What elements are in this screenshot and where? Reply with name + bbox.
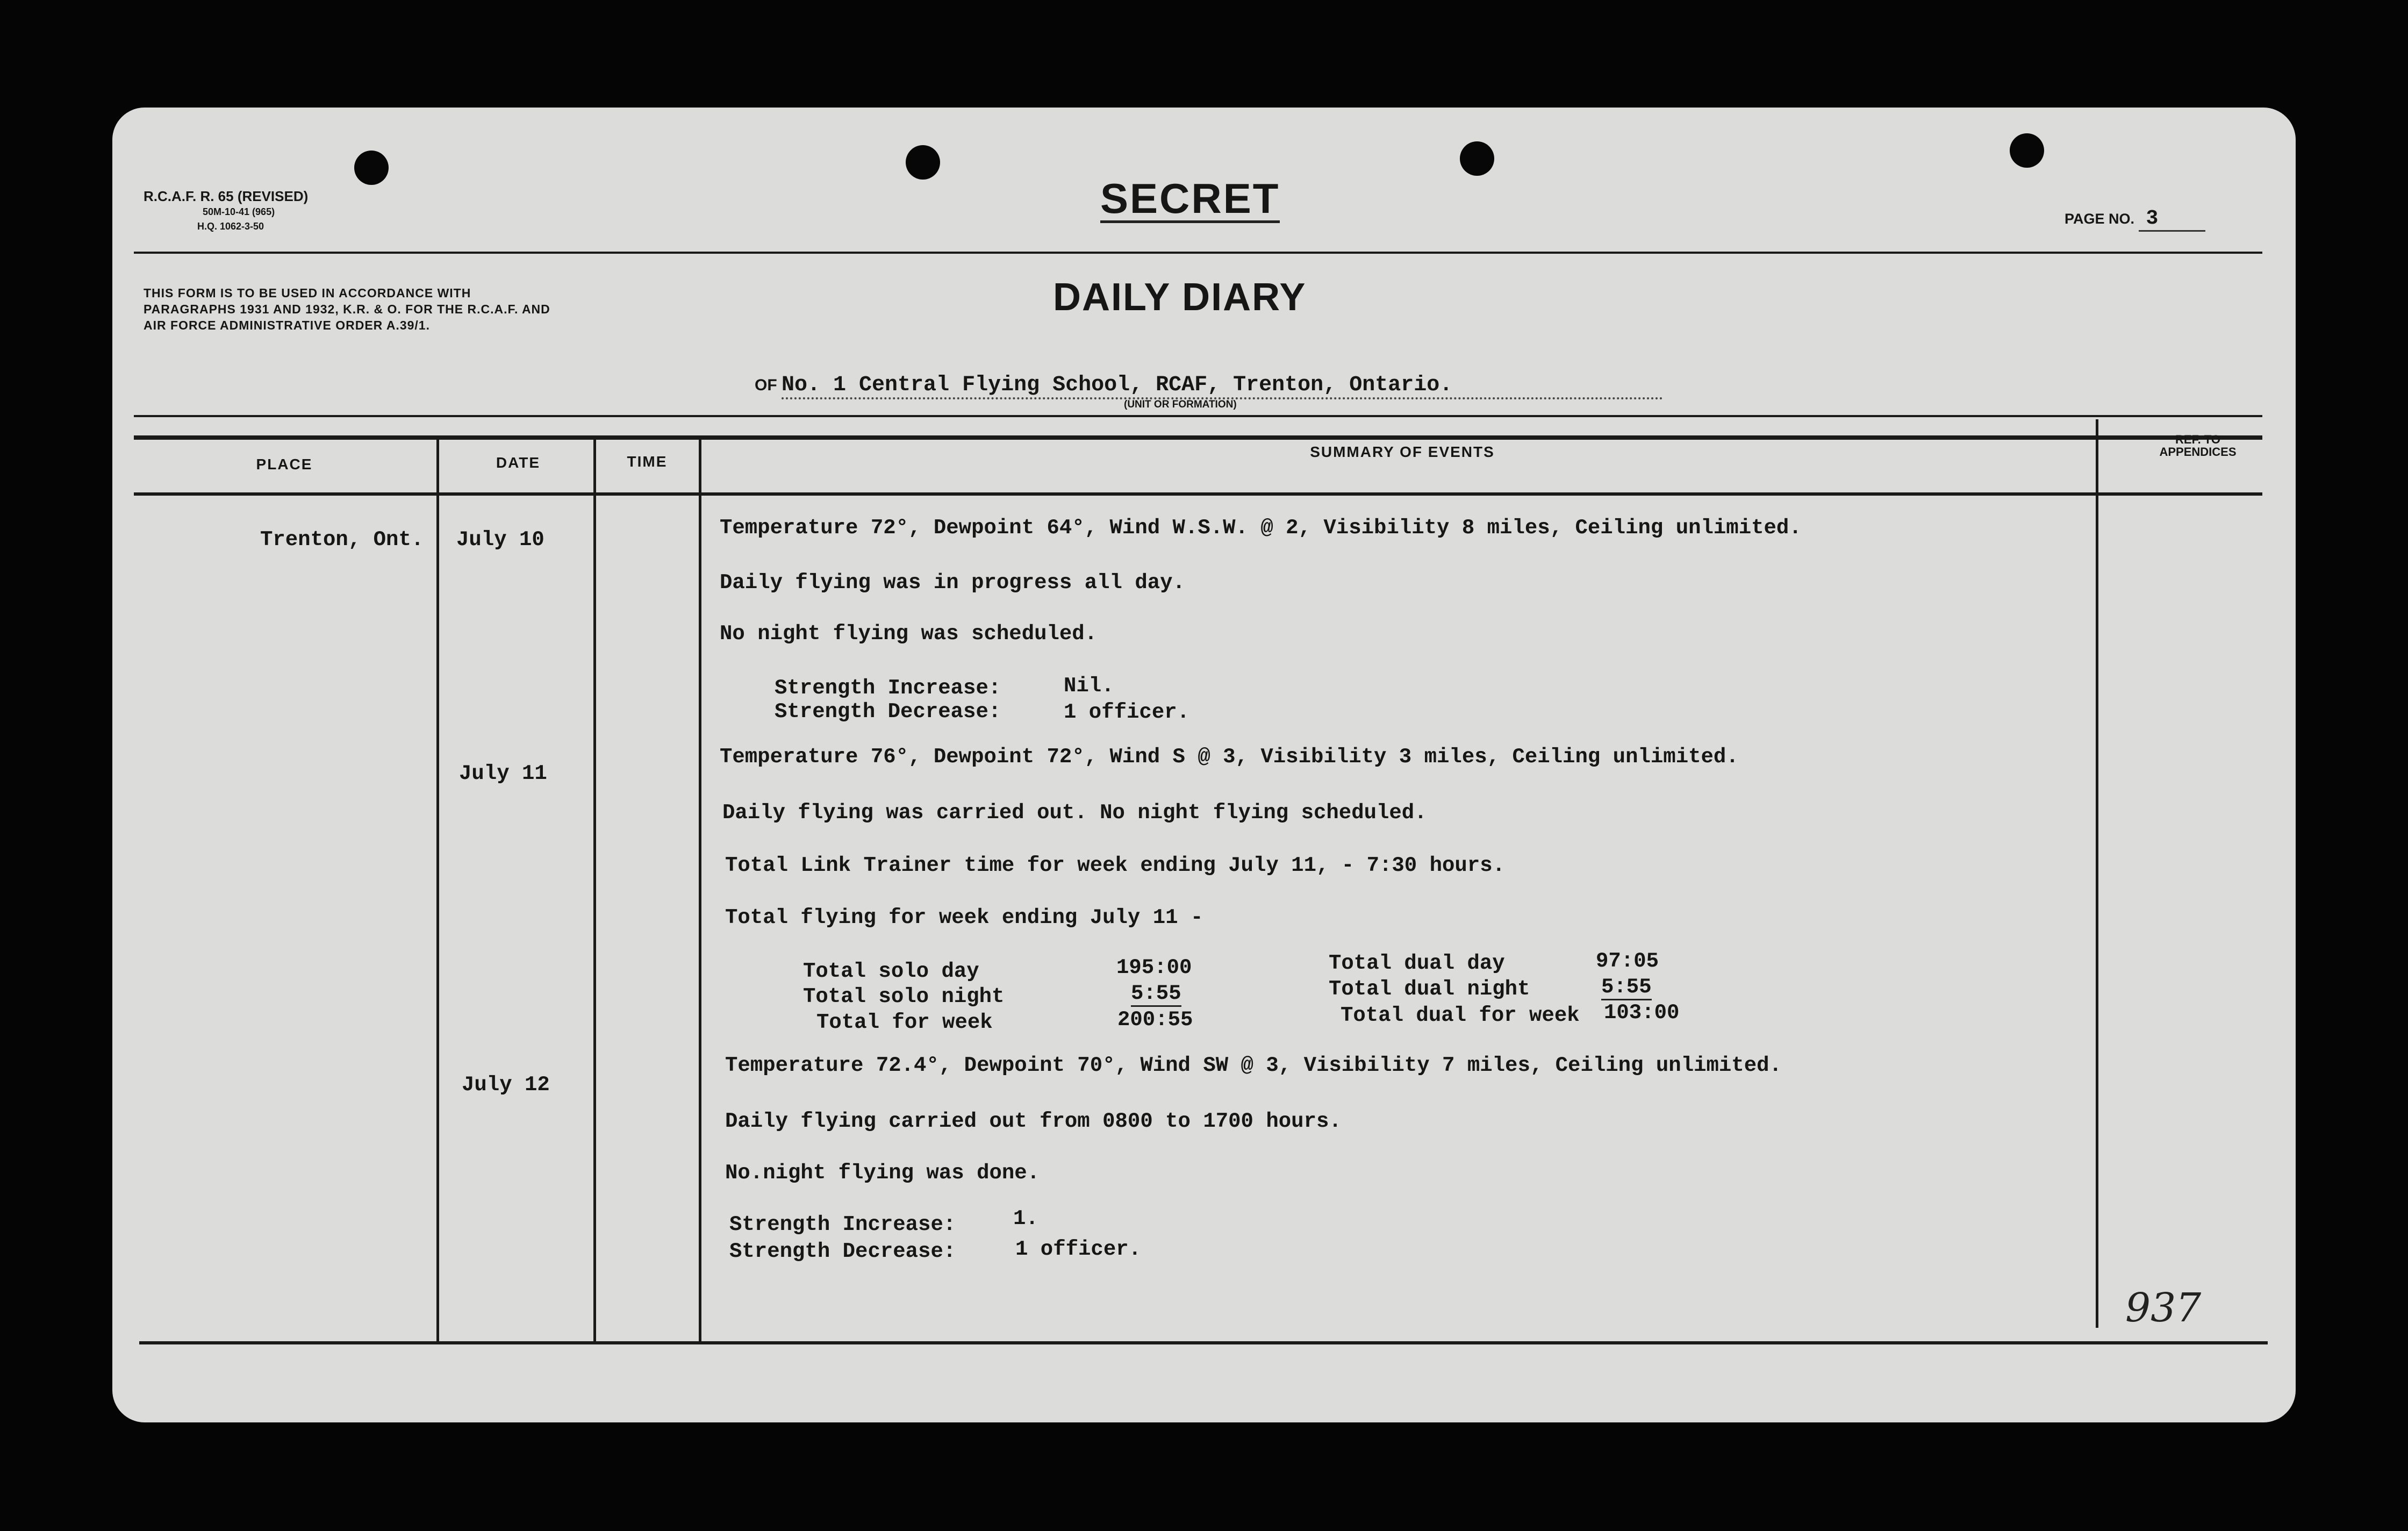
strength-increase-value: 1. (1013, 1207, 1038, 1230)
page-number-block (2065, 207, 2205, 232)
summary-line: Daily flying was carried out. No night flying scheduled. (722, 801, 1427, 825)
total-label: Total dual night (1329, 977, 1530, 1001)
summary-line: Temperature 72°, Dewpoint 64°, Wind W.S.W. @ 2, Visibility 8 miles, Ceiling unlimited. (720, 516, 1802, 540)
page-number-label: PAGE NO. (2065, 211, 2135, 227)
unit-line (755, 373, 1663, 399)
summary-line: Daily flying carried out from 0800 to 1700 hours. (725, 1110, 1342, 1133)
column-header-rule (134, 492, 2262, 496)
header-rule (134, 252, 2262, 254)
strength-increase-label: Strength Increase: (775, 676, 1001, 700)
summary-line: Temperature 76°, Dewpoint 72°, Wind S @ 3, Visibility 3 miles, Ceiling unlimited. (720, 745, 1739, 769)
punch-hole (906, 145, 940, 180)
ref-header-line: APPENDICES (2159, 445, 2237, 459)
strength-increase-label: Strength Increase: (729, 1213, 956, 1236)
unit-name: No. 1 Central Flying School, RCAF, Trenton, Ontario. (782, 373, 1663, 399)
strength-decrease-label: Strength Decrease: (729, 1240, 956, 1263)
place-cell: Trenton, Ont. (260, 528, 424, 552)
print-code: 50M-10-41 (965) (203, 206, 275, 217)
table-top-rule (134, 415, 2262, 417)
hq-code: H.Q. 1062-3-50 (197, 221, 264, 232)
punch-hole (354, 151, 389, 185)
summary-line: No.night flying was done. (725, 1161, 1040, 1185)
page-number-value: 3 (2139, 207, 2205, 232)
summary-line: No night flying was scheduled. (720, 622, 1098, 646)
date-cell: July 12 (462, 1073, 550, 1097)
punch-hole (2010, 133, 2044, 168)
summary-line: Total Link Trainer time for week ending July 11, - 7:30 hours. (725, 854, 1506, 877)
of-label: OF (755, 376, 777, 394)
column-divider (436, 440, 439, 1343)
punch-hole (1460, 141, 1494, 176)
form-reference (144, 188, 308, 234)
total-label: Total for week (816, 1011, 993, 1034)
total-label: Total dual for week (1341, 1004, 1580, 1027)
ref-header-line: REF. TO (2175, 433, 2220, 446)
total-value: 97:05 (1596, 949, 1659, 973)
total-value: 195:00 (1116, 956, 1192, 979)
summary-line: Daily flying was in progress all day. (720, 571, 1185, 595)
column-header-summary: SUMMARY OF EVENTS (1310, 443, 1495, 460)
unit-caption: (UNIT OR FORMATION) (1124, 399, 1237, 410)
strength-decrease-value: 1 officer. (1064, 700, 1190, 724)
page-title: DAILY DIARY (1053, 276, 1307, 319)
summary-line: Temperature 72.4°, Dewpoint 70°, Wind SW @ 3, Visibility 7 miles, Ceiling unlimited. (725, 1054, 1782, 1077)
classification-heading: SECRET (1100, 175, 1280, 222)
form-instructions: THIS FORM IS TO BE USED IN ACCORDANCE WITH PARAGRAPHS 1931 AND 1932, K.R. & O. FOR THE R.C.A.F. AND AIR FORCE ADMINISTRATIVE ORDER A.39/1. (144, 286, 550, 332)
total-value: 5:55 (1601, 975, 1652, 1000)
form-number: R.C.A.F. R. 65 (REVISED) (144, 188, 309, 204)
total-label: Total dual day (1329, 951, 1505, 975)
column-header-place: PLACE (256, 456, 313, 473)
date-cell: July 10 (456, 528, 544, 552)
table-bottom-rule (139, 1341, 2268, 1344)
column-header-ref (2101, 433, 2295, 458)
column-divider (2096, 419, 2098, 1328)
table-top-rule-heavy (134, 435, 2262, 440)
column-divider (593, 440, 596, 1343)
column-header-time: TIME (627, 453, 668, 470)
diary-sheet (112, 108, 2296, 1422)
date-cell: July 11 (459, 762, 547, 785)
total-label: Total solo day (803, 960, 979, 983)
strength-decrease-value: 1 officer. (1015, 1237, 1142, 1261)
column-header-date: DATE (496, 454, 541, 471)
strength-increase-value: Nil. (1064, 674, 1114, 698)
total-value: 5:55 (1131, 982, 1181, 1007)
total-value: 200:55 (1117, 1008, 1193, 1032)
column-divider (699, 440, 701, 1343)
handwritten-number: 937 (2125, 1285, 2202, 1331)
strength-decrease-label: Strength Decrease: (775, 700, 1001, 724)
total-label: Total solo night (803, 985, 1005, 1008)
total-value: 103:00 (1604, 1001, 1680, 1025)
summary-line: Total flying for week ending July 11 - (725, 906, 1203, 929)
